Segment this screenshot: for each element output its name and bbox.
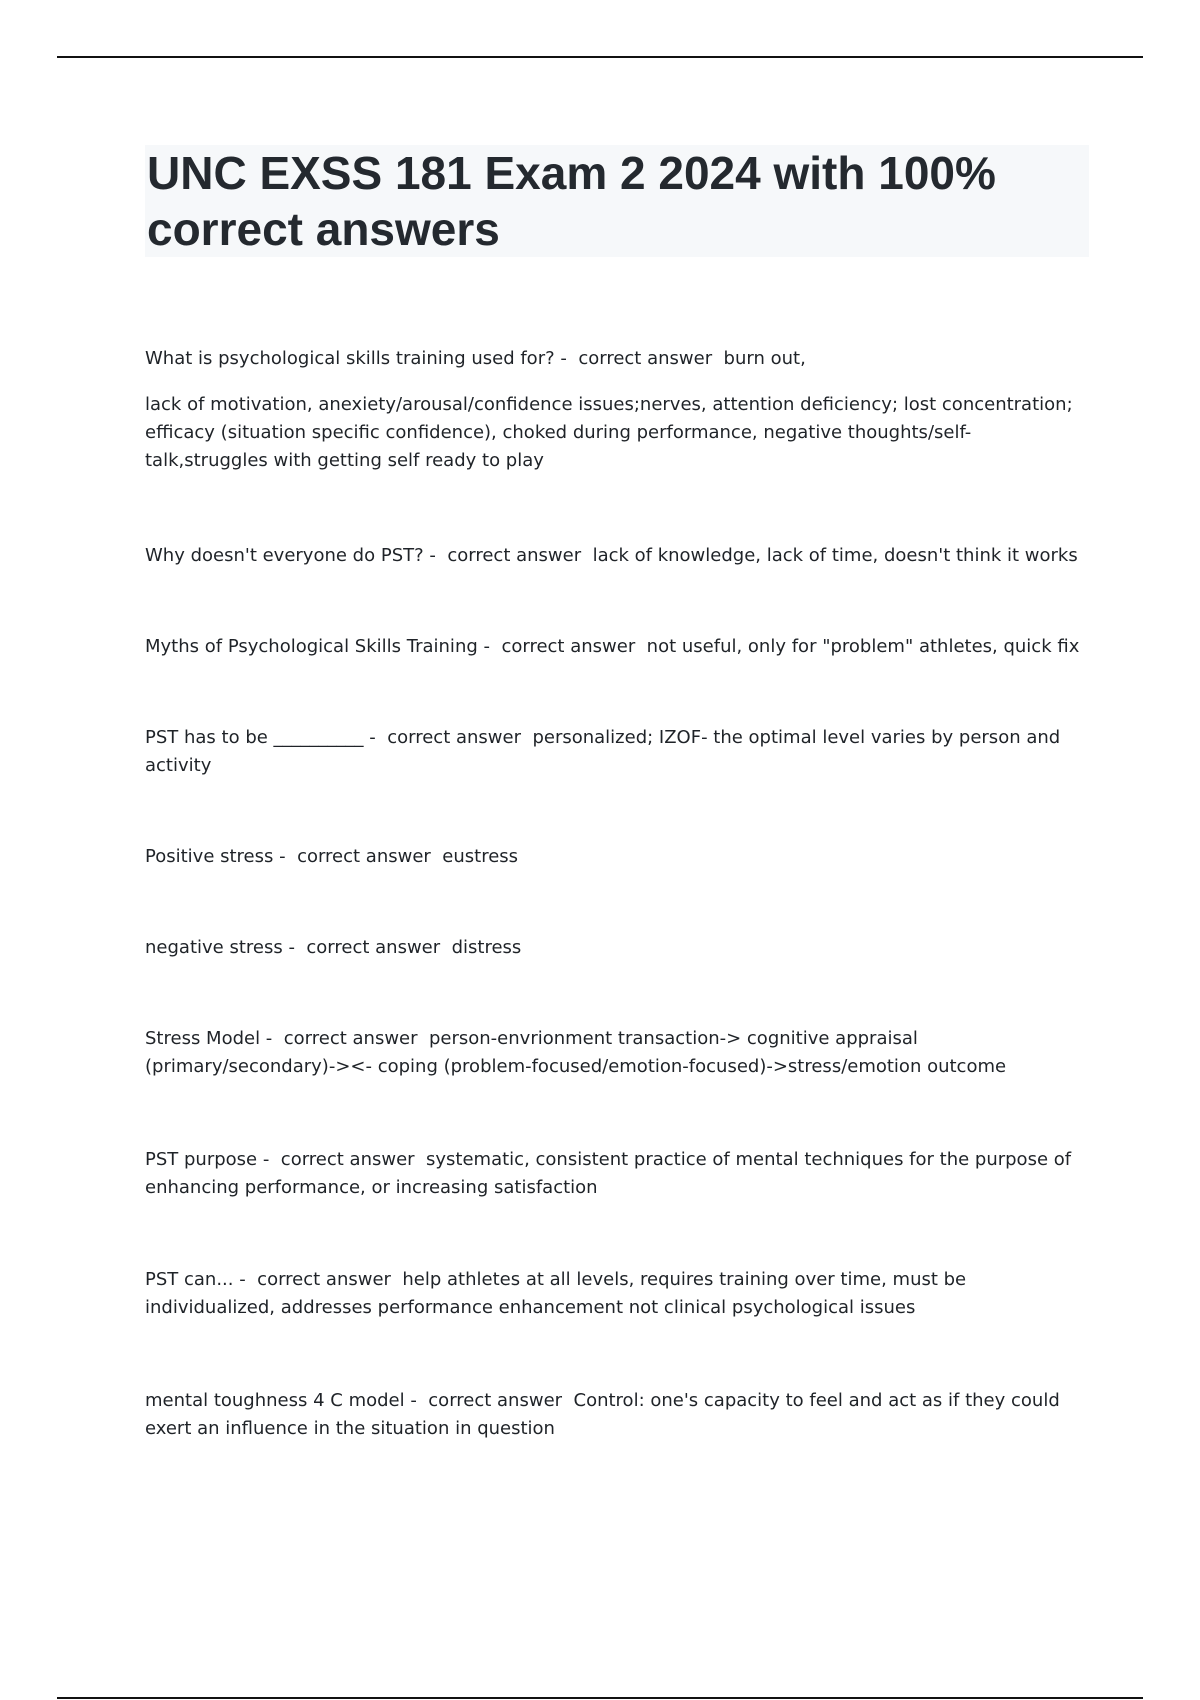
page-title: UNC EXSS 181 Exam 2 2024 with 100% correct answers bbox=[147, 147, 996, 255]
qa-item bbox=[145, 345, 1085, 373]
answer-label: correct answer bbox=[280, 1149, 415, 1170]
qa-item bbox=[145, 542, 1085, 570]
qa-item bbox=[145, 843, 1085, 871]
answer-label: correct answer bbox=[306, 937, 441, 958]
qa-item bbox=[145, 1146, 1085, 1202]
qa-item bbox=[145, 1266, 1085, 1322]
answer-text: systematic, consistent practice of mental techniques for the purpose of enhancing performance, or increasing satisfaction bbox=[145, 1149, 1072, 1198]
qa-item bbox=[145, 633, 1085, 661]
answer-text: eustress bbox=[442, 846, 519, 867]
answer-text: burn out, bbox=[723, 348, 806, 369]
question-text: PST has to be __________ - bbox=[145, 727, 376, 748]
answer-label: correct answer bbox=[501, 636, 636, 657]
answer-label: correct answer bbox=[257, 1269, 391, 1290]
question-text: Myths of Psychological Skills Training - bbox=[145, 636, 490, 657]
answer-text: person-envrionment transaction-> cognitive appraisal (primary/secondary)-><- coping (problem-focused/emotion-focused)->stress/emotion outcome bbox=[145, 1028, 1007, 1077]
question-text: Stress Model - bbox=[145, 1028, 273, 1049]
bottom-divider bbox=[57, 1697, 1143, 1699]
answer-text: distress bbox=[451, 937, 522, 958]
answer-label: correct answer bbox=[578, 348, 713, 369]
answer-text: Control: one's capacity to feel and act as if they could exert an influence in the situation in question bbox=[145, 1390, 1060, 1439]
answer-text: help athletes at all levels, requires training over time, must be individualized, addresses performance enhancement not clinical psychological issues bbox=[145, 1269, 967, 1318]
question-text: What is psychological skills training used for? - bbox=[145, 348, 567, 369]
top-divider bbox=[57, 56, 1143, 58]
answer-label: correct answer bbox=[387, 727, 521, 748]
question-text: Positive stress - bbox=[145, 846, 286, 867]
question-text: mental toughness 4 C model - bbox=[145, 1390, 417, 1411]
question-text: Why doesn't everyone do PST? - bbox=[145, 545, 436, 566]
qa-item bbox=[145, 724, 1085, 780]
qa-item bbox=[145, 934, 1085, 962]
answer-text: not useful, only for "problem" athletes, quick fix bbox=[646, 636, 1080, 657]
question-text: PST can... - bbox=[145, 1269, 246, 1290]
question-text: PST purpose - bbox=[145, 1149, 270, 1170]
qa-item bbox=[145, 1387, 1085, 1443]
qa-continuation: lack of motivation, anexiety/arousal/confidence issues;nerves, attention deficiency; lost concentration; efficacy (situation specific confidence), choked during performance, negative thoughts/self-talk,struggles with getting self ready to play bbox=[145, 394, 1073, 471]
answer-label: correct answer bbox=[447, 545, 582, 566]
answer-label: correct answer bbox=[283, 1028, 418, 1049]
answer-text: personalized; IZOF- the optimal level varies by person and activity bbox=[145, 727, 1061, 776]
answer-label: correct answer bbox=[428, 1390, 563, 1411]
answer-label: correct answer bbox=[297, 846, 431, 867]
qa-item bbox=[145, 1025, 1085, 1081]
title-banner bbox=[145, 145, 1089, 257]
answer-text: lack of knowledge, lack of time, doesn't think it works bbox=[592, 545, 1078, 566]
question-text: negative stress - bbox=[145, 937, 295, 958]
